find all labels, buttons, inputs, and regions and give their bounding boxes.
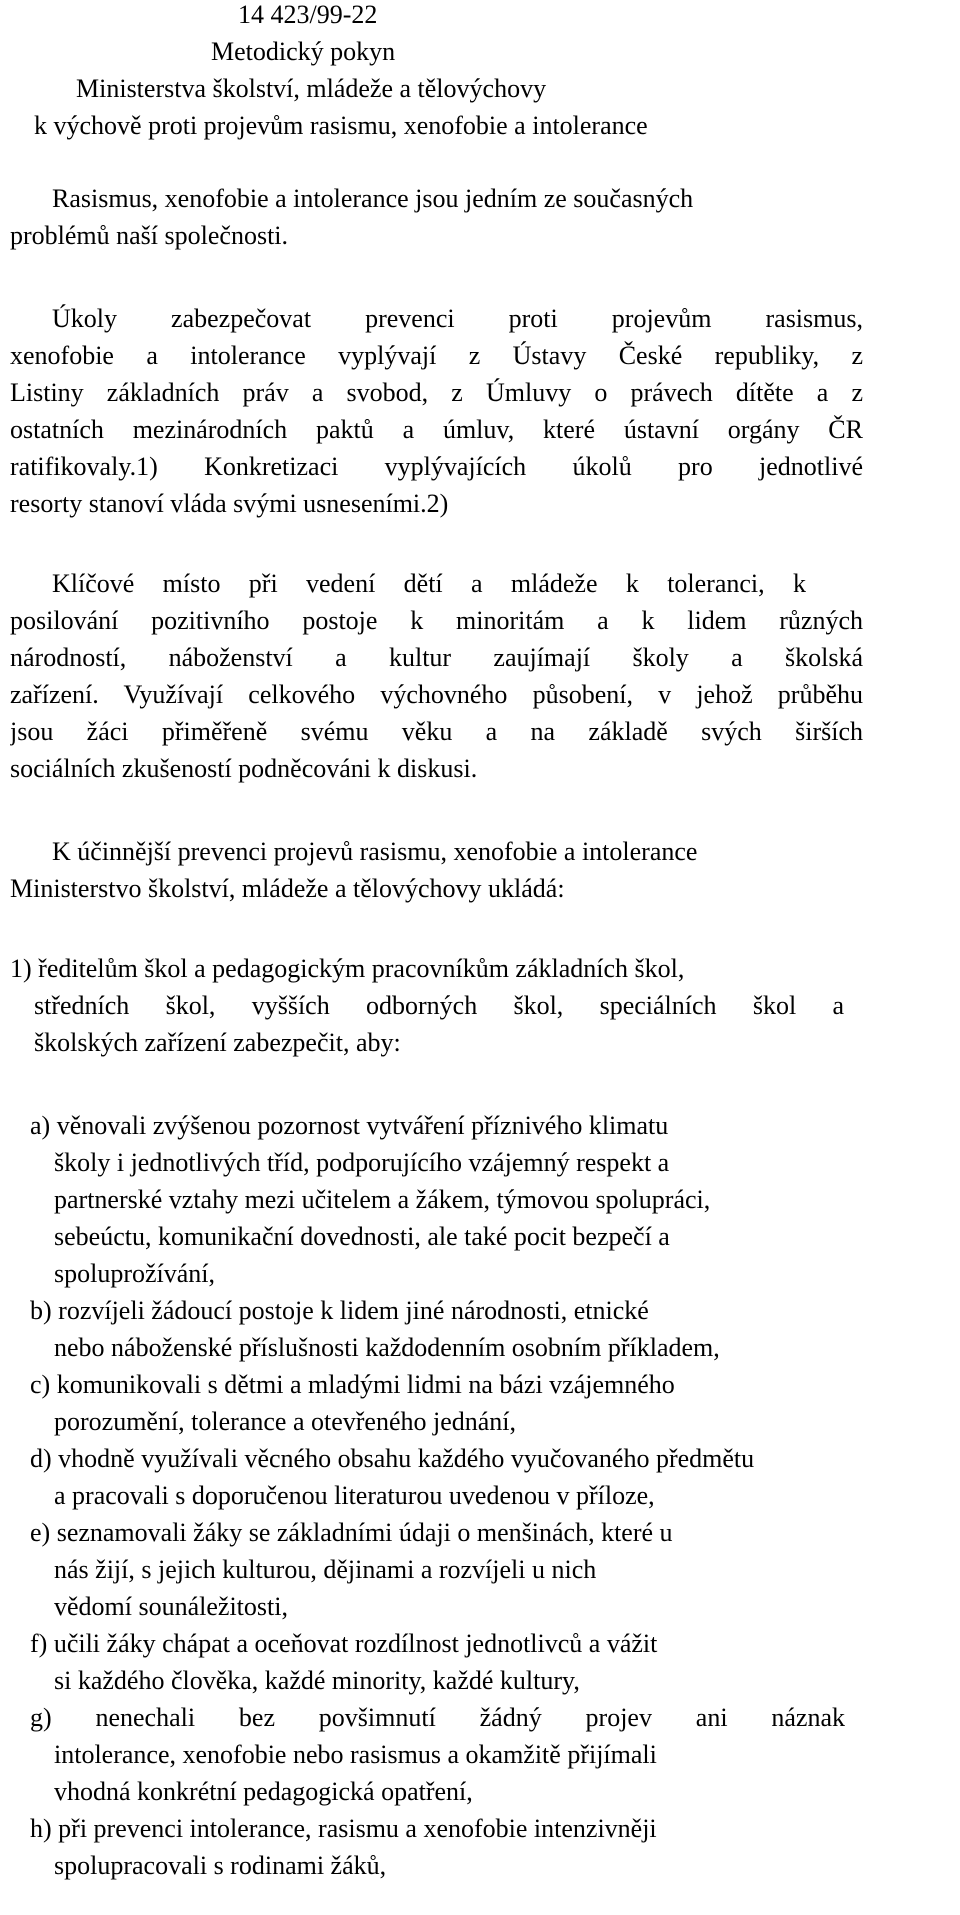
paragraph-key-line: jsou žáci přiměřeně svému věku a na základě svých širších: [10, 717, 863, 746]
paragraph-tasks-line: resorty stanoví vláda svými usneseními.2): [10, 489, 449, 518]
list-item-a: spoluprožívání,: [54, 1259, 216, 1288]
paragraph-key-line: Klíčové místo při vedení dětí a mládeže k toleranci, k: [52, 569, 806, 598]
paragraph-tasks-line: Úkoly zabezpečovat prevenci proti projevům rasismus,: [52, 304, 863, 333]
list-item-d: a pracovali s doporučenou literaturou uvedenou v příloze,: [54, 1481, 655, 1510]
list-item-e: vědomí sounáležitosti,: [54, 1592, 288, 1621]
point-1-line: středních škol, vyšších odborných škol, speciálních škol a: [34, 991, 844, 1020]
paragraph-key-line: posilování pozitivního postoje k minoritám a k lidem různých: [10, 606, 863, 635]
list-item-h: spolupracovali s rodinami žáků,: [54, 1851, 387, 1880]
paragraph-ministry-line: Ministerstvo školství, mládeže a tělovýchovy ukládá:: [10, 874, 565, 903]
list-item-b: b) rozvíjeli žádoucí postoje k lidem jiné národnosti, etnické: [30, 1296, 649, 1325]
paragraph-ministry-line: K účinnější prevenci projevů rasismu, xenofobie a intolerance: [52, 837, 698, 866]
list-item-g: vhodná konkrétní pedagogická opatření,: [54, 1777, 473, 1806]
paragraph-key-line: zařízení. Využívají celkového výchovného působení, v jehož průběhu: [10, 680, 863, 709]
paragraph-tasks-line: xenofobie a intolerance vyplývají z Ústavy České republiky, z: [10, 341, 863, 370]
intro-line: Rasismus, xenofobie a intolerance jsou jedním ze současných: [52, 184, 694, 213]
paragraph-tasks-line: Listiny základních práv a svobod, z Úmluvy o právech dítěte a z: [10, 378, 863, 407]
intro-line: problémů naší společnosti.: [10, 221, 289, 250]
document-subject: k výchově proti projevům rasismu, xenofobie a intolerance: [34, 111, 648, 140]
list-item-a: školy i jednotlivých tříd, podporujícího vzájemný respekt a: [54, 1148, 670, 1177]
list-item-f: f) učili žáky chápat a oceňovat rozdílnost jednotlivců a vážit: [30, 1629, 658, 1658]
document-type: Metodický pokyn: [211, 37, 396, 66]
list-item-a: a) věnovali zvýšenou pozornost vytváření příznivého klimatu: [30, 1111, 669, 1140]
list-item-e: nás žijí, s jejich kulturou, dějinami a rozvíjeli u nich: [54, 1555, 597, 1584]
list-item-b: nebo náboženské příslušnosti každodenním osobním příkladem,: [54, 1333, 720, 1362]
issuer-title: Ministerstva školství, mládeže a tělovýchovy: [76, 74, 547, 103]
list-item-f: si každého člověka, každé minority, každé kultury,: [54, 1666, 580, 1695]
paragraph-key-line: sociálních zkušeností podněcováni k diskusi.: [10, 754, 478, 783]
paragraph-tasks-line: ostatních mezinárodních paktů a úmluv, které ústavní orgány ČR: [10, 415, 863, 444]
point-1-line: školských zařízení zabezpečit, aby:: [34, 1028, 401, 1057]
list-item-e: e) seznamovali žáky se základními údaji o menšinách, které u: [30, 1518, 673, 1547]
list-item-c: porozumění, tolerance a otevřeného jednání,: [54, 1407, 517, 1436]
reference-number: 14 423/99-22: [238, 0, 378, 29]
list-item-h: h) při prevenci intolerance, rasismu a xenofobie intenzivněji: [30, 1814, 657, 1843]
list-item-d: d) vhodně využívali věcného obsahu každého vyučovaného předmětu: [30, 1444, 755, 1473]
list-item-a: sebeúctu, komunikační dovednosti, ale také pocit bezpečí a: [54, 1222, 670, 1251]
paragraph-tasks-line: ratifikovaly.1) Konkretizaci vyplývajících úkolů pro jednotlivé: [10, 452, 863, 481]
paragraph-key-line: národností, náboženství a kultur zaujímají školy a školská: [10, 643, 863, 672]
list-item-a: partnerské vztahy mezi učitelem a žákem, týmovou spolupráci,: [54, 1185, 711, 1214]
list-item-g: g) nenechali bez povšimnutí žádný projev ani náznak: [30, 1703, 845, 1732]
list-item-c: c) komunikovali s dětmi a mladými lidmi na bázi vzájemného: [30, 1370, 675, 1399]
point-1-line: 1) ředitelům škol a pedagogickým pracovníkům základních škol,: [10, 954, 685, 983]
list-item-g: intolerance, xenofobie nebo rasismus a okamžitě přijímali: [54, 1740, 657, 1769]
